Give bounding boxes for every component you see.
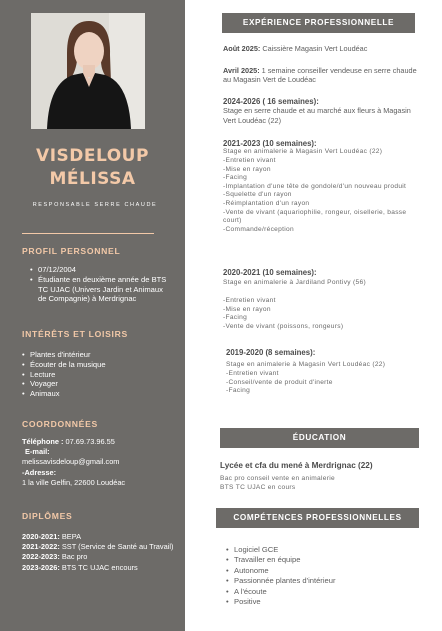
experience-heading: EXPÉRIENCE PROFESSIONNELLE <box>222 13 415 33</box>
contact-block <box>22 437 182 488</box>
profil-heading: PROFIL PERSONNEL <box>22 246 121 256</box>
interets-heading: INTÉRÊTS ET LOISIRS <box>22 329 128 339</box>
education-entry: Lycée et cfa du mené à Merdrignac (22) Bac pro conseil vente en animalerie BTS TC UJAC en cours <box>220 461 373 491</box>
list-item: • A l'écoute <box>226 587 416 597</box>
list-item: • Étudiante en deuxième année de BTS TC UJAC (Univers Jardin et Animaux de Compagnie) à Merdrignac <box>22 275 172 304</box>
education-heading: ÉDUCATION <box>220 428 419 448</box>
competences-heading: COMPÉTENCES PROFESSIONNELLES <box>216 508 419 528</box>
diplomes-heading: DIPLÔMES <box>22 511 73 521</box>
experience-entry: 2024-2026 ( 16 semaines): Stage en serre chaude et au marché aux fleurs à Magasin Vert Loudéac (22) <box>223 97 411 125</box>
email-label: E-mail: <box>25 447 50 457</box>
experience-entry: 2021-2023 (10 semaines): Stage en animalerie à Magasin Vert Loudéac (22) -Entretien vivant -Mise en rayon -Facing -Implantation d'une tête de gondole/d'un nouveau produit -Squelette d'un rayon -Réimplantation d'un rayon -Vente de vivant (aquariophilie, rongeur, oisellerie, basse court) -Commande/réception <box>223 139 407 233</box>
experience-entry: 2019-2020 (8 semaines): Stage en animalerie à Magasin Vert Loudéac (22) -Entretien vivant -Conseil/vente de produit d'inerte -Facing <box>226 348 386 395</box>
list-item: 2023-2026: BTS TC UJAC encours <box>22 562 138 572</box>
interets-list <box>22 350 172 399</box>
list-item: • Logiciel GCE <box>226 545 416 555</box>
experience-entry: Août 2025: Caissière Magasin Vert Loudéac <box>223 44 368 53</box>
address-value: 1 la ville Gelfin, 22600 Loudéac <box>22 477 126 487</box>
list-item: • Voyager <box>22 379 172 389</box>
experience-entry: 2020-2021 (10 semaines): Stage en animalerie à Jardiland Pontivy (56) -Entretien vivant -Mise en rayon -Facing -Vente de vivant (poissons, rongeurs) <box>223 268 366 330</box>
list-item: • Travailler en équipe <box>226 555 416 565</box>
diplomes-list <box>22 532 182 573</box>
first-name-line: VISDELOUP <box>36 146 149 166</box>
phone-value: 07.69.73.96.55 <box>63 437 115 446</box>
list-item: 2020-2021: BEPA <box>22 532 82 541</box>
list-item: • Passionnée plantes d'intérieur <box>226 576 416 586</box>
list-item: 2022-2023: Bac pro <box>22 552 88 562</box>
list-item: • Animaux <box>22 389 172 399</box>
phone-label: Téléphone : <box>22 437 64 446</box>
divider <box>22 233 154 234</box>
coordonnees-heading: COORDONNÉES <box>22 419 98 429</box>
experience-entry: Avril 2025: 1 semaine conseiller vendeuse en serre chaude au Magasin Vert de Loudéac <box>223 66 417 85</box>
job-title: RESPONSABLE SERRE CHAUDE <box>32 202 158 208</box>
competences-list <box>226 545 416 607</box>
list-item: 2021-2022: SST (Service de Santé au Travail) <box>22 542 174 552</box>
email-value[interactable]: melissavisdeloup@gmail.com <box>22 457 120 467</box>
list-item: • Plantes d'intérieur <box>22 350 172 360</box>
second-name-line: MÉLISSA <box>49 169 136 189</box>
list-item: • Lecture <box>22 370 172 380</box>
address-label: -Adresse: <box>22 467 57 477</box>
profile-photo <box>31 13 145 129</box>
list-item: • Autonome <box>226 566 416 576</box>
list-item: • 07/12/2004 <box>22 265 172 275</box>
sidebar <box>0 0 185 631</box>
profil-list <box>22 265 172 304</box>
list-item: • Écouter de la musique <box>22 360 172 370</box>
list-item: • Positive <box>226 597 416 607</box>
